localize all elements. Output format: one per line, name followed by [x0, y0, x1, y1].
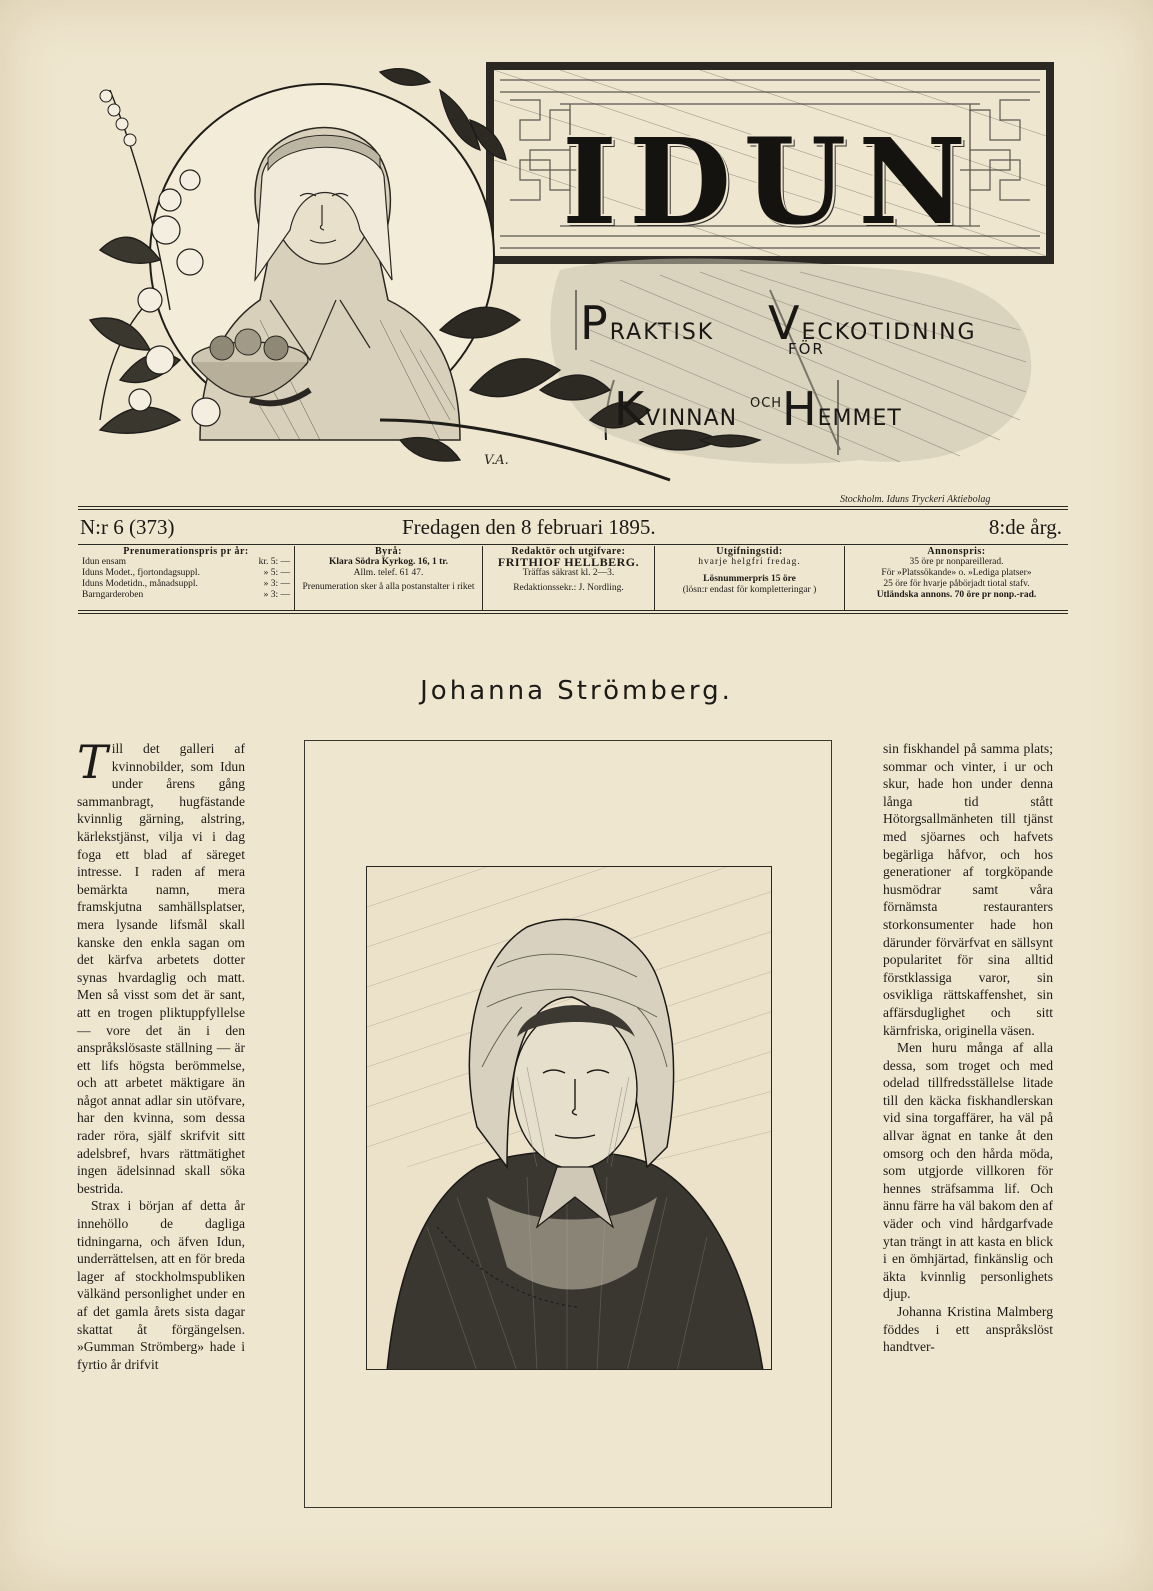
article-column-left [77, 735, 245, 1373]
issue-rule [78, 544, 1068, 545]
masthead [0, 0, 1153, 510]
single-issue-price: Lösnummerpris 15 öre [703, 574, 796, 584]
info-table [78, 546, 1068, 610]
publication-schedule: hvarje helgfri fredag. [698, 557, 801, 567]
office-note: Prenumeration sker å alla postanstalter i riket [302, 582, 475, 592]
editor-secretary: Redaktionssekr.: J. Nordling. [513, 583, 624, 593]
tagline-for: FÖR [788, 340, 825, 358]
tagline-veckotidning: VECKOTIDNING [768, 296, 977, 350]
publication-box [654, 546, 844, 610]
artist-mark: V.A. [484, 453, 509, 468]
printer-imprint: Stockholm. Iduns Tryckeri Aktiebolag [840, 494, 991, 505]
top-rule [78, 506, 1068, 507]
drop-cap: T [77, 735, 108, 789]
info-rule [78, 610, 1068, 611]
portrait-engraving [367, 867, 772, 1370]
masthead-illustration [0, 0, 1153, 510]
editor-name: FRITHIOF HELLBERG. [497, 555, 640, 569]
ads-box [844, 546, 1068, 610]
editor-heading: Redaktör och utgifvare: [511, 546, 626, 557]
subscription-box [78, 546, 294, 610]
issue-volume: 8:de årg. [988, 515, 1062, 539]
tagline-praktisk: PRAKTISK [580, 296, 715, 350]
office-heading: Byrå: [375, 546, 402, 557]
article-title: Johanna Strömberg. [420, 676, 733, 706]
ads-line: 25 öre för hvarje påbörjadt tiotal stafv. [883, 579, 1030, 589]
office-box [294, 546, 482, 610]
ads-line: Utländska annons. 70 öre pr nonp.-rad. [876, 590, 1037, 600]
top-rule-double [78, 509, 1068, 510]
subscription-row: Iduns Modetidn., månadsuppl. » 3: — [82, 579, 290, 589]
single-issue-note: (lösn:r endast för kompletteringar ) [682, 585, 817, 595]
article-paragraph: Strax i början af detta år innehöllo de dagliga tidningarna, och äfven Idun, underrättelsen, att en för breda lager af stockholmspubliken välkänd personlighet under en af det gamla årets sista dagar skattat åt förgängelsen. »Gumman Strömberg» hade i fyrtio år drifvit [77, 1198, 245, 1372]
editor-hours: Träffas säkrast kl. 2—3. [522, 568, 615, 578]
tagline-hemmet: HEMMET [782, 382, 902, 436]
issue-date: Fredagen den 8 februari 1895. [402, 515, 656, 539]
ads-line: För »Platssökande» o. »Lediga platser» [881, 568, 1032, 578]
article-paragraph: Johanna Kristina Malmberg föddes i ett anspråkslöst handtver- [883, 1304, 1053, 1355]
article-column-right [883, 740, 1053, 1356]
article-paragraph: Men huru många af alla dessa, som troget och med odelad tillfredsställelse litade till den käcka fiskhandlerskan vid sina torgaffärer, ha väl på allvar ägnat en tanke åt den omsorg och den hårda möda, som utgjorde villkoren för hennes sträfsamma lif. Och ännu färre ha väl bakom den af väder och vind hårdgarfvade ytan trängt in att kasta en blick i en ömhjärtad, finkänslig och äkta kvinnlig personlighets djup. [883, 1040, 1053, 1302]
tagline-och: OCH [750, 396, 783, 411]
issue-number: N:r 6 (373) [80, 515, 175, 539]
subscription-row: Iduns Modet., fjortondagsuppl. » 5: — [82, 568, 290, 578]
office-address: Klara Södra Kyrkog. 16, 1 tr. [329, 557, 448, 567]
subscription-heading: Prenumerationspris pr år: [123, 546, 249, 557]
ads-line: 35 öre pr nonpareillerad. [909, 557, 1004, 567]
ads-heading: Annonspris: [927, 546, 986, 557]
info-rule-double [78, 613, 1068, 614]
editor-box [482, 546, 654, 610]
portrait-frame [366, 866, 772, 1370]
subscription-row: Idun ensam kr. 5: — [82, 557, 290, 567]
tagline-kvinnan: KVINNAN [614, 382, 738, 436]
masthead-title: IDUN [561, 112, 979, 251]
article-paragraph: Till det galleri af kvinnobilder, som Idun under årens gång sammanbragt, hugfästande kvinnlig gärning, alstring, kärlekstjänst, vilja vi i dag foga ett blad af säreget intresse. I raden af mera bemärkta namn, mera framskjutna samhällsplatser, mera lysande lifsmål skall kanske den enkla sagan om det kärfva arbetets dotter synas hvardaglig och matt. Men så visst som det är sant, att en trogen pliktuppfyllelse — vore det än i den anspråkslösaste ställning — är ett lifs högsta berömmelse, och att arbetet mäktigare än något annat adlar sin utöfvare, har den kvinna, som dessa rader röra, själf skrifvit sitt adelsbref, hvars rättmätighet ingen ädelsinnad skall söka bestrida. [77, 735, 245, 1196]
publication-heading: Utgifningstid: [716, 546, 783, 557]
issue-line [80, 515, 1066, 543]
office-phone: Allm. telef. 61 47. [353, 568, 424, 578]
article-paragraph: sin fiskhandel på samma plats; sommar och vinter, i ur och skur, hade hon under denna långa tid stått Hötorgsallmänheten till tjänst med sjöarnes och hafvets begärliga håfvor, och hos generationer af torgköpande husmödrar samt våra förnämsta restauranters storkonsumenter hade hon därunder förvärfvat en sällsynt popularitet för sina alltid förstklassiga varor, sin osvikliga rättskaffenshet, sin affärsduglighet och sitt kärnfriska, originella väsen. [883, 741, 1053, 1038]
subscription-row: Barngarderoben » 3: — [82, 590, 290, 600]
